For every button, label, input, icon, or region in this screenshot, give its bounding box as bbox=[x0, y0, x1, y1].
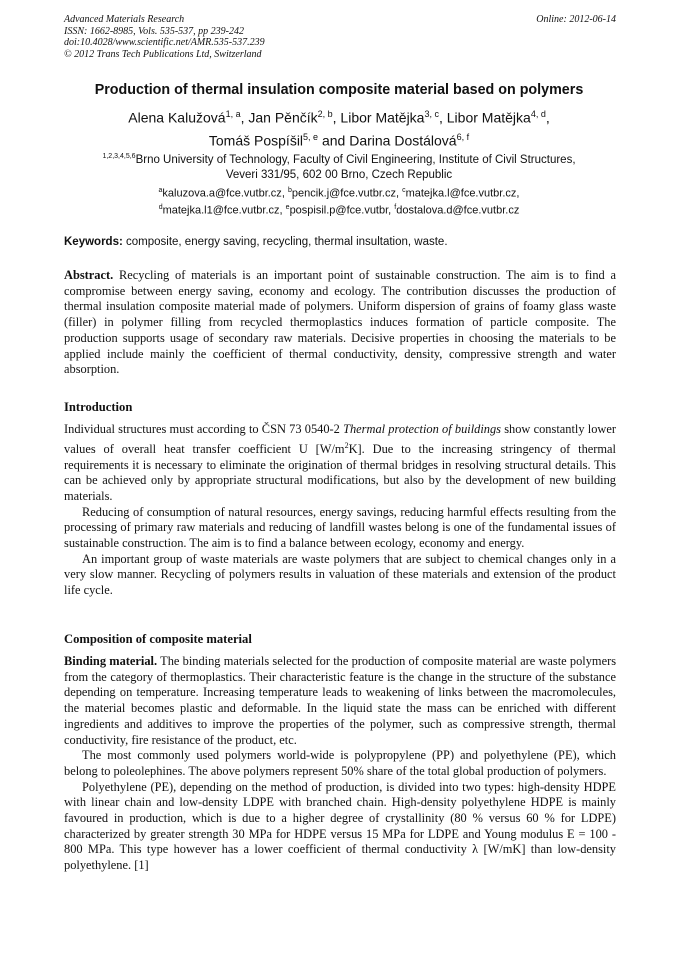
journal-name: Advanced Materials Research bbox=[64, 14, 185, 25]
author-name: Darina Dostálová bbox=[349, 132, 457, 149]
abstract-label: Abstract. bbox=[64, 268, 114, 282]
page-header bbox=[64, 14, 616, 60]
affiliation bbox=[40, 149, 638, 184]
author-name: Jan Pěnčík bbox=[248, 109, 318, 126]
abstract-text: Recycling of materials is an important point of sustainable construction. The aim is to find a compromise between energy saving, economy and ecology. The contribution discusses the production of thermal insulation composite material made of polymers. Uniform dispersion of grains of foamy glass waste (filler) in polymer filling from recycled thermoplastics induces formation of particle composite. The production supports usage of secondary raw materials. Decisive properties in choosing the materials to be applied include mainly the coefficient of thermal conductivity, density, compressive strength and water absorption. bbox=[64, 268, 616, 377]
author-sup: 2, b bbox=[317, 109, 333, 119]
affiliation-line-2: Veveri 331/95, 602 00 Brno, Czech Republic bbox=[225, 169, 453, 182]
email-address: pencik.j@fce.vutbr.cz bbox=[291, 187, 396, 200]
author-sup: 4, d bbox=[530, 109, 546, 119]
author-sup: 6, f bbox=[456, 131, 470, 142]
author-sup: 1, a bbox=[225, 109, 241, 119]
author-name: Libor Matějka bbox=[446, 109, 531, 126]
author-sup: 3, c bbox=[424, 109, 439, 119]
introduction-body bbox=[64, 422, 616, 599]
abstract bbox=[64, 268, 616, 378]
author-name: Alena Kalužová bbox=[128, 109, 226, 126]
email-list: $^a$kaluzova.a@fce.vutbr.cz, $^b$pencik.j@fce.vutbr.cz, $^c$matejka.l@fce.vutbr.cz, $^d$matejka.l1@fce.vutbr.cz, $^e$pospisil.p@fce.vutbr, $^f$dostalova.d@fce.vutbr.cz bbox=[158, 187, 520, 217]
doi-line: doi:10.4028/www.scientific.net/AMR.535-537.239 bbox=[64, 37, 265, 48]
copyright-line: © 2012 Trans Tech Publications Ltd, Switzerland bbox=[64, 48, 262, 60]
keywords-label: Keywords: bbox=[64, 236, 123, 248]
keywords bbox=[64, 236, 616, 248]
author-list: Alena Kalužová$^{1, a}$, Jan Pěnčík$^{2, b}$, Libor Matějka$^{3, c}$, Libor Matějka$^{4, d}$, Tomáš Pospíšil$^{5, e}$ and Darina Dostálová$^{6, f}$ bbox=[128, 109, 550, 149]
introduction-heading: Introduction bbox=[64, 400, 133, 414]
author-name: Tomáš Pospíšil bbox=[208, 132, 304, 149]
email-address: matejka.l1@fce.vutbr.cz bbox=[162, 204, 280, 217]
paragraph: Individual structures must according to ČSN 73 0540-2 Thermal protection of buildings show constantly lower values of overall heat transfer coefficient U $[W/m^2K]$. Due to the increasing stringency of thermal requirements it is necessary to eliminate the origination of thermal bridges in resolving structural details. This can be achieved only by appropriate structural modifications, but also by the development of new building materials. bbox=[64, 422, 616, 503]
author-name: Libor Matějka bbox=[340, 109, 425, 126]
affiliation-sup: 1,2,3,4,5,6 bbox=[102, 153, 136, 160]
paragraph: Reducing of consumption of natural resources, energy savings, reducing harmful effects resulting from the processing of primary raw materials and reducing of landfill wastes belong is one of the fundamental issues of sustainable construction. The aim is to find a balance between ecology, economy and energy. bbox=[64, 504, 616, 551]
composition-body bbox=[64, 654, 616, 874]
binding-material-label: Binding material. bbox=[64, 654, 158, 668]
affiliation-line-1: Brno University of Technology, Faculty of Civil Engineering, Institute of Civil Structures, bbox=[135, 153, 576, 166]
email-address: pospisil.p@fce.vutbr bbox=[289, 204, 389, 217]
paragraph: Binding material. The binding materials selected for the production of composite material are waste polymers from the category of thermoplastics. Their characteristic feature is the change in the structure of the substance depending on temperature. Increasing temperature leads to weakening of links between the macromolecules, the material becomes plastic and deformable. In the liquid state the mass can be enriched with different ingredients and additives to improve the properties of the polymer, such as compressive strength, thermal conductivity, fire resistance of the product, etc. bbox=[64, 654, 617, 747]
online-date: Online: 2012-06-14 bbox=[536, 14, 616, 25]
paper-title: Production of thermal insulation composite material based on polymers bbox=[94, 82, 584, 98]
composition-heading: Composition of composite material bbox=[64, 632, 252, 646]
author-sup: 5, e bbox=[303, 131, 319, 142]
paragraph: An important group of waste materials are waste polymers that are subject to chemical changes only in a very slow manner. Recycling of polymers results in valuation of these materials and extension of the product life cycle. bbox=[64, 551, 616, 598]
email-address: matejka.l@fce.vutbr.cz bbox=[405, 187, 517, 200]
paragraph: Polyethylene (PE), depending on the method of production, is divided into two types: high-density HDPE with linear chain and low-density LDPE with branched chain. High-density polyethylene HDPE is mainly favoured in production, which is due to a higher degree of crystallinity (80 % versus 60 % for LDPE) characterized by greater strength 30 MPa for HDPE versus 15 MPa for LDPE and Young modulus E = 100 - 800 MPa. This type however has a lower coefficient of thermal conductivity λ [W/mK] than low-density polyethylene. [1] bbox=[64, 779, 616, 873]
email-address: dostalova.d@fce.vutbr.cz bbox=[396, 204, 520, 217]
issn-line: ISSN: 1662-8985, Vols. 535-537, pp 239-242 bbox=[64, 25, 244, 37]
keywords-text: composite, energy saving, recycling, thermal insultation, waste. bbox=[126, 236, 448, 248]
email-address: kaluzova.a@fce.vutbr.cz bbox=[162, 187, 282, 200]
paragraph: The most commonly used polymers world-wide is polypropylene (PP) and polyethylene (PE), which belong to poleolephines. The above polymers represent 50% share of the total global production of polymers. bbox=[64, 748, 616, 778]
